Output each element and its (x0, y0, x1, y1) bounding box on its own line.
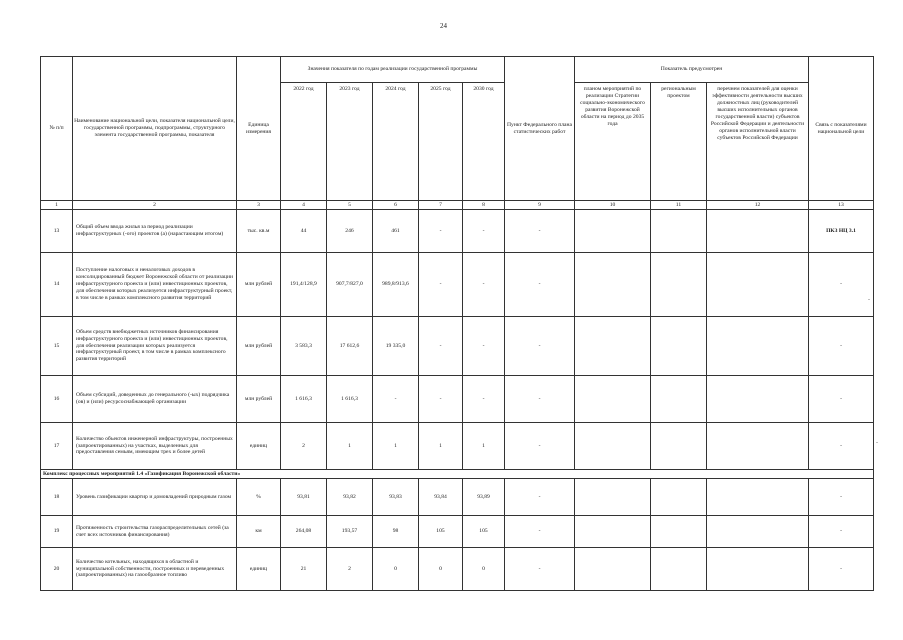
row-unit: единиц (237, 423, 281, 470)
col-num: 1 (41, 201, 73, 210)
header-year-2024: 2024 год (373, 83, 419, 201)
row-name: Объем субсидий, доведенных до генерального (-ых) подрядчика (ов) и (или) ресурсоснабжающей организации (73, 376, 237, 423)
page-number: 24 (440, 22, 447, 30)
row-no: 15 (41, 317, 73, 376)
row-value-2022: 2 (281, 423, 327, 470)
row-no: 16 (41, 376, 73, 423)
row-unit: млн рублей (237, 317, 281, 376)
row-value-2024: 98 (373, 516, 419, 548)
row-value-2022: 3 583,3 (281, 317, 327, 376)
row-fed-plan: - (505, 376, 575, 423)
row-regional-project (651, 479, 707, 516)
row-value-2030: 93,89 (463, 479, 505, 516)
row-performance-list (707, 317, 809, 376)
row-link: - (809, 548, 874, 591)
row-name: Уровень газификации квартир и домовладений природным газом (73, 479, 237, 516)
row-value-2030: 0 (463, 548, 505, 591)
header-year-2025: 2025 год (419, 83, 463, 201)
row-value-2024: - (373, 376, 419, 423)
row-value-2025: - (419, 210, 463, 253)
header-strategy-plan: планом мероприятий по реализации Стратегии социально-экономического развития Воронежской области на период до 2035 года (575, 83, 651, 201)
row-strategy-plan (575, 210, 651, 253)
header-year-2022: 2022 год (281, 83, 327, 201)
row-value-2030: - (463, 317, 505, 376)
row-regional-project (651, 210, 707, 253)
row-value-2025: 105 (419, 516, 463, 548)
row-value-2025: 0 (419, 548, 463, 591)
header-provided-group: Показатель предусмотрен (575, 57, 809, 83)
table-row (41, 253, 874, 317)
row-value-2023: 17 612,6 (327, 317, 373, 376)
row-value-2025: - (419, 317, 463, 376)
row-fed-plan: - (505, 253, 575, 317)
table-row (41, 210, 874, 253)
row-no: 13 (41, 210, 73, 253)
row-value-2025: - (419, 253, 463, 317)
row-name: Протяженность строительства газораспределительных сетей (за счет всех источников финансирования) (73, 516, 237, 548)
row-name: Поступление налоговых и неналоговых доходов в консолидированный бюджет Воронежской области от реализации инфраструктурного проекта и (или) инвестиционных проектов, для обеспечения которых реализуется инфраструктурный проект, в том числе в рамках комплексного развития территорий (73, 253, 237, 317)
header-link: Связь с показателями национальной цели (809, 57, 874, 201)
row-value-2023: 2 (327, 548, 373, 591)
row-value-2030: - (463, 210, 505, 253)
row-value-2022: 93,81 (281, 479, 327, 516)
header-year-2030: 2030 год (463, 83, 505, 201)
row-regional-project (651, 376, 707, 423)
row-no: 17 (41, 423, 73, 470)
row-value-2023: 193,57 (327, 516, 373, 548)
row-value-2025: 1 (419, 423, 463, 470)
header-fed-plan: Пункт Федерального плана статистических работ (505, 57, 575, 201)
col-num: 11 (651, 201, 707, 210)
row-link: - (809, 376, 874, 423)
row-regional-project (651, 516, 707, 548)
col-num: 6 (373, 201, 419, 210)
row-performance-list (707, 376, 809, 423)
row-value-2024: 461 (373, 210, 419, 253)
row-value-2025: - (419, 376, 463, 423)
header-regional-project: региональным проектом (651, 83, 707, 201)
row-fed-plan: - (505, 516, 575, 548)
col-num: 7 (419, 201, 463, 210)
header-values-group: Значения показателя по годам реализации государственной программы (281, 57, 505, 83)
col-num: 13 (809, 201, 874, 210)
row-value-2023: 93,82 (327, 479, 373, 516)
col-num: 9 (505, 201, 575, 210)
row-value-2030: 105 (463, 516, 505, 548)
col-num: 3 (237, 201, 281, 210)
col-num: 10 (575, 201, 651, 210)
row-link: - (809, 317, 874, 376)
row-regional-project (651, 423, 707, 470)
row-value-2023: 246 (327, 210, 373, 253)
row-name: Количество котельных, находящихся в областной и муниципальной собственности, построенных и переведенных (запроектированных) на газообразное топливо (73, 548, 237, 591)
col-num: 5 (327, 201, 373, 210)
table-row (41, 423, 874, 470)
row-link: - (809, 253, 874, 317)
header-year-2023: 2023 год (327, 83, 373, 201)
row-no: 20 (41, 548, 73, 591)
col-num: 2 (73, 201, 237, 210)
row-value-2030: 1 (463, 423, 505, 470)
row-regional-project (651, 317, 707, 376)
row-fed-plan: - (505, 317, 575, 376)
row-value-2030: - (463, 253, 505, 317)
row-fed-plan: - (505, 548, 575, 591)
table-row (41, 376, 874, 423)
row-link: - (809, 479, 874, 516)
row-name: Общий объем ввода жилья за период реализации инфраструктурных (-ого) проектов (а) (нарастающим итогом) (73, 210, 237, 253)
row-value-2022: 264,08 (281, 516, 327, 548)
row-no: 14 (41, 253, 73, 317)
row-performance-list (707, 516, 809, 548)
row-value-2024: 19 335,0 (373, 317, 419, 376)
row-value-2022: 1 616,3 (281, 376, 327, 423)
row-unit: % (237, 479, 281, 516)
row-value-2024: 0 (373, 548, 419, 591)
row-strategy-plan (575, 253, 651, 317)
header-name: Наименование национальной цели, показателя национальной цели, государственной программы, подпрограммы, структурного элемента государственной программы, показателя (73, 57, 237, 201)
indicators-table (40, 56, 874, 591)
row-value-2023: 907,7/827,0 (327, 253, 373, 317)
col-num: 4 (281, 201, 327, 210)
row-value-2024: 1 (373, 423, 419, 470)
row-fed-plan: - (505, 210, 575, 253)
row-value-2022: 21 (281, 548, 327, 591)
col-num: 8 (463, 201, 505, 210)
col-num: 12 (707, 201, 809, 210)
header-no: № п/п (41, 57, 73, 201)
table-row (41, 516, 874, 548)
row-unit: тыс. кв.м (237, 210, 281, 253)
row-value-2024: 989,8/913,6 (373, 253, 419, 317)
row-regional-project (651, 548, 707, 591)
header-unit: Единица измерения (237, 57, 281, 201)
row-value-2024: 93,83 (373, 479, 419, 516)
table-row (41, 479, 874, 516)
row-strategy-plan (575, 317, 651, 376)
row-value-2025: 93,84 (419, 479, 463, 516)
table-row (41, 317, 874, 376)
row-name: Количество объектов инженерной инфраструктуры, построенных (запроектированных) на участках, выделенных для предоставления семьям, имеющим трех и более детей (73, 423, 237, 470)
table-row (41, 548, 874, 591)
row-performance-list (707, 548, 809, 591)
row-performance-list (707, 479, 809, 516)
row-value-2022: 191,4/128,9 (281, 253, 327, 317)
row-fed-plan: - (505, 479, 575, 516)
row-value-2030: - (463, 376, 505, 423)
row-performance-list (707, 423, 809, 470)
row-unit: км (237, 516, 281, 548)
row-performance-list (707, 253, 809, 317)
column-numbers-row (41, 201, 874, 210)
row-strategy-plan (575, 423, 651, 470)
row-no: 19 (41, 516, 73, 548)
row-value-2023: 1 (327, 423, 373, 470)
section-title: Комплекс процессных мероприятий 1.4 «Газификация Воронежской области» (41, 470, 874, 479)
row-value-2022: 44 (281, 210, 327, 253)
row-fed-plan: - (505, 423, 575, 470)
row-strategy-plan (575, 548, 651, 591)
row-link: - (809, 516, 874, 548)
row-strategy-plan (575, 479, 651, 516)
row-unit: единиц (237, 548, 281, 591)
row-link: ПКЗ НЦ 3.1 (809, 210, 874, 253)
margin-mark: - (868, 297, 870, 303)
row-link: - (809, 423, 874, 470)
row-unit: млн рублей (237, 376, 281, 423)
row-name: Объем средств внебюджетных источников финансирования инфраструктурного проекта и (или) инвестиционных проектов, для обеспечения реализации которых реализуется инфраструктурный проект, в том числе в рамках комплексного развития территорий (73, 317, 237, 376)
row-strategy-plan (575, 376, 651, 423)
row-no: 18 (41, 479, 73, 516)
row-regional-project (651, 253, 707, 317)
row-unit: млн рублей (237, 253, 281, 317)
row-strategy-plan (575, 516, 651, 548)
row-performance-list (707, 210, 809, 253)
margin-mark: - (876, 440, 878, 446)
row-value-2023: 1 616,3 (327, 376, 373, 423)
header-performance-list: перечнем показателей для оценки эффективности деятельности высших должностных лиц (руководителей высших исполнительных органов государственной власти) субъектов Российской Федерации и деятельности органов исполнительной власти субъектов Российской Федерации (707, 83, 809, 201)
section-row (41, 470, 874, 479)
